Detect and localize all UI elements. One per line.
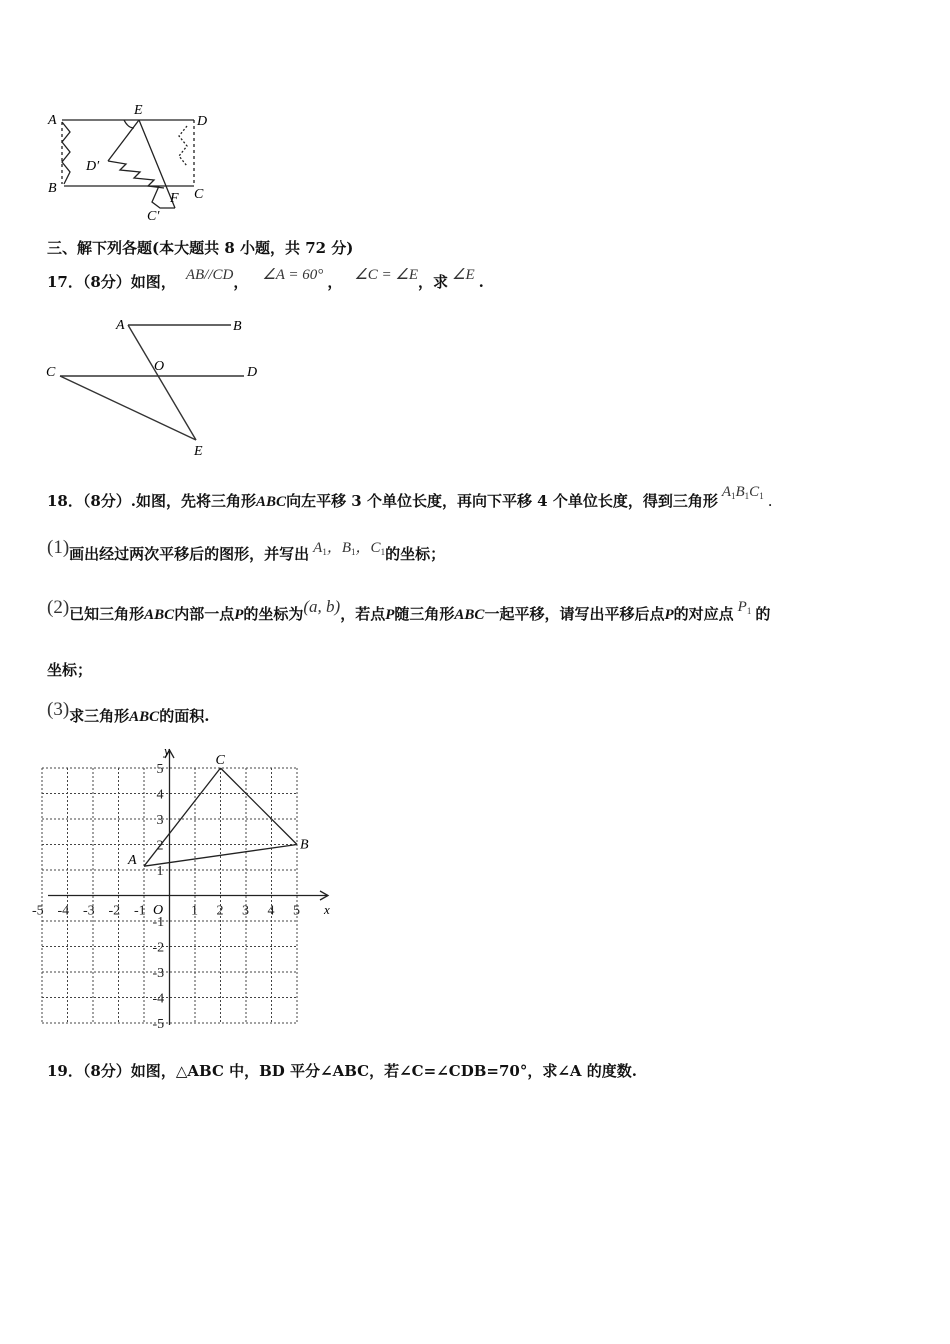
label-A: A xyxy=(48,113,57,128)
y-tick-label: -1 xyxy=(152,915,165,930)
q18-sub2-cont: 坐标； xyxy=(47,661,93,679)
y-tick-label: 1 xyxy=(156,864,164,879)
q17-score: （8分）如图， xyxy=(82,273,176,291)
q18-sub1-num: (1) xyxy=(47,537,70,558)
q18-target-C: C xyxy=(749,484,760,500)
q18-text-a: （8分）.如图，先将三角形 xyxy=(82,492,257,510)
point-C-label: C xyxy=(215,753,225,768)
y-tick-label: 4 xyxy=(156,787,164,803)
q18-sub1-points xyxy=(313,540,385,556)
q18-sub2-p3: P xyxy=(664,607,674,623)
q19-number: 19． xyxy=(47,1062,83,1080)
q18-sub1-comma2: ， xyxy=(355,540,371,556)
y-tick-label: 3 xyxy=(156,813,164,828)
x-tick-label: -3 xyxy=(83,903,95,919)
segment-CB xyxy=(221,768,298,845)
q18-sub3-abc: ABC xyxy=(129,709,160,725)
q18-sub2-p2: P xyxy=(385,607,395,623)
q18-sub2-text-b: 内部一点 xyxy=(174,605,235,623)
q18-sub2-p1 xyxy=(738,599,752,615)
q18-sub3 xyxy=(47,699,210,727)
q19-text: （8分）如图，△ABC 中，BD 平分∠ABC，若∠C=∠CDB=70°，求∠A 的度数. xyxy=(82,1062,637,1080)
q18-text-b: 向左平移 3 个单位长度，再向下平移 4 个单位长度，得到三角形 xyxy=(286,492,718,510)
q18-sub3-text-a: 求三角形 xyxy=(69,707,130,725)
question-19 xyxy=(47,1060,637,1081)
y-tick-label: -4 xyxy=(152,991,165,1007)
segment-AB xyxy=(144,845,297,867)
y-axis-label: y xyxy=(164,743,170,758)
q18-sub1-B-sub: 1 xyxy=(351,547,356,557)
label-D: D xyxy=(197,114,208,129)
label-F: F xyxy=(170,191,179,206)
q17-ask: ∠E xyxy=(452,267,475,283)
x-tick-label: -4 xyxy=(57,903,70,919)
q18-target-B: B xyxy=(735,484,745,500)
q18-sub3-text-b: 的面积. xyxy=(159,707,210,725)
x-tick-label: 1 xyxy=(191,903,198,919)
x-tick-label: 2 xyxy=(216,903,224,919)
q17-cond1: AB//CD xyxy=(185,267,234,283)
x-tick-label: 4 xyxy=(267,903,275,919)
q17-sep2: ， xyxy=(327,273,343,291)
x-axis-label: x xyxy=(324,902,330,917)
q18-sub1 xyxy=(47,537,446,565)
y-tick-label: -2 xyxy=(152,940,165,956)
segment-AC xyxy=(144,768,221,866)
q18-sub1-text-b: 的坐标； xyxy=(385,545,446,563)
q18-sub2-coord: (a, b) xyxy=(303,597,341,616)
label-E: E xyxy=(134,103,143,118)
section-heading: 三、解下列各题(本大题共 8 小题，共 72 分) xyxy=(47,239,354,257)
y-tick-label: -5 xyxy=(152,1017,165,1032)
q18-sub1-C: C xyxy=(370,540,381,556)
q18-sub2-text-e: 随三角形 xyxy=(394,605,455,623)
q17-sep1: ， xyxy=(233,273,249,291)
q18-target-C-sub: 1 xyxy=(759,491,764,501)
q17-sep3: ，求 xyxy=(418,273,449,291)
q17-number: 17． xyxy=(47,273,83,291)
q17-cond2: ∠A = 60° xyxy=(262,267,324,283)
question-18 xyxy=(47,484,773,511)
q18-number: 18． xyxy=(47,492,83,510)
q18-sub2-p1-sub: 1 xyxy=(746,606,752,616)
fig17-label-B: B xyxy=(233,319,242,334)
q18-sub1-A-sub: 1 xyxy=(322,547,327,557)
fig17-label-O: O xyxy=(154,359,165,374)
q18-sub1-text-a: 画出经过两次平移后的图形，并写出 xyxy=(69,545,310,563)
q18-target-A: A xyxy=(721,484,731,500)
q17-cond3: ∠C = ∠E xyxy=(354,267,419,283)
q18-sub2-text-d: ，若点 xyxy=(340,605,386,623)
y-tick-label: 2 xyxy=(156,838,164,854)
x-tick-label: 3 xyxy=(242,903,249,919)
y-tick-label: 5 xyxy=(156,762,164,777)
origin-label: O xyxy=(153,903,164,918)
q18-sub2-text-f: 一起平移，请写出平移后点 xyxy=(484,605,665,623)
q18-sub2-text-a: 已知三角形 xyxy=(69,605,145,623)
x-tick-label: 5 xyxy=(293,903,300,919)
q18-sub1-B: B xyxy=(341,540,352,556)
label-D-prime: D′ xyxy=(86,159,100,174)
q18-sub2-abc2: ABC xyxy=(454,607,485,623)
fold-rectangle-figure xyxy=(44,98,224,228)
x-tick-label: -1 xyxy=(134,903,146,919)
x-tick-label: -5 xyxy=(32,903,44,919)
q18-sub1-C-sub: 1 xyxy=(380,547,386,557)
fig17-label-C: C xyxy=(46,365,56,380)
fig17-label-E: E xyxy=(194,444,203,459)
point-B-label: B xyxy=(300,837,309,853)
q18-target-B-sub: 1 xyxy=(744,491,750,501)
q18-target xyxy=(722,484,764,500)
x-tick-label: -2 xyxy=(108,903,121,919)
label-C: C xyxy=(194,187,204,202)
q18-abc: ABC xyxy=(256,494,287,510)
q18-sub2-p1-letter: P xyxy=(737,599,747,615)
q17-end: . xyxy=(478,273,484,291)
q18-sub2-text-h: 的 xyxy=(755,605,771,623)
label-B: B xyxy=(48,181,57,196)
q18-sub3-num: (3) xyxy=(47,699,70,720)
q18-sub2-num: (2) xyxy=(47,597,70,618)
label-C-prime: C′ xyxy=(147,209,160,224)
q18-sub1-comma1: ， xyxy=(326,540,342,556)
fig17-label-D: D xyxy=(247,365,258,380)
q18-sub2-text-c: 的坐标为 xyxy=(243,605,304,623)
y-tick-label: -3 xyxy=(152,966,165,981)
q18-sub2-text-g: 的对应点 xyxy=(673,605,734,623)
q18-sub2-p: P xyxy=(234,607,244,623)
coordinate-grid xyxy=(32,740,340,1035)
point-A-label: A xyxy=(128,853,137,869)
fig17-label-A: A xyxy=(116,318,125,333)
q18-sub2 xyxy=(47,597,771,625)
parallel-lines-figure xyxy=(44,312,274,462)
q18-end: . xyxy=(767,492,773,510)
q18-sub1-A: A xyxy=(313,540,323,556)
question-17 xyxy=(47,267,484,292)
q18-sub2-abc: ABC xyxy=(144,607,175,623)
q18-target-A-sub: 1 xyxy=(731,491,736,501)
